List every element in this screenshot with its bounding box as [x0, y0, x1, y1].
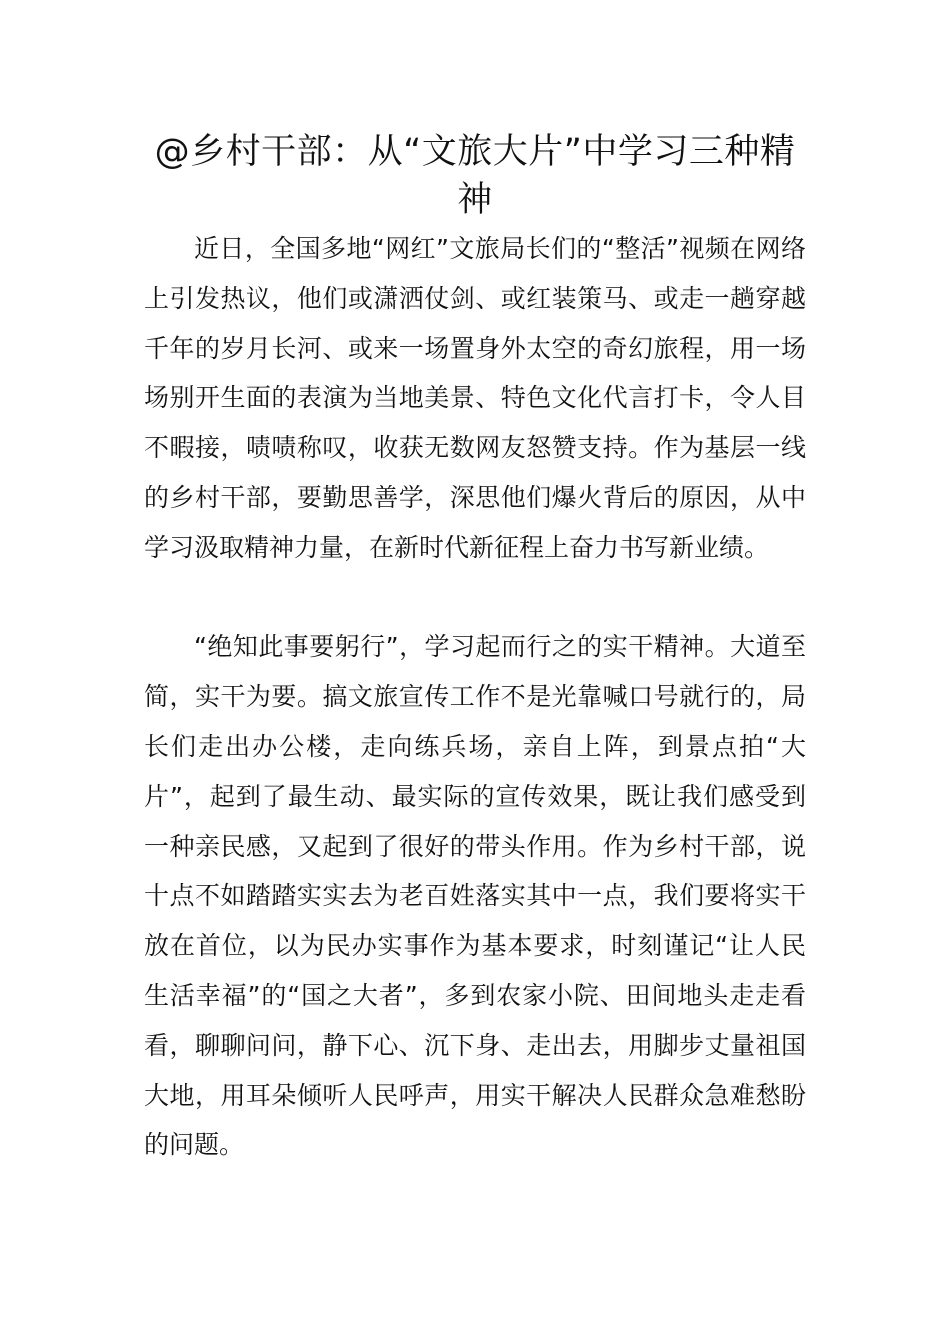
document-title: @乡村干部：从“文旅大片”中学习三种精神 — [154, 132, 796, 220]
paragraph-spacer — [144, 573, 806, 623]
document-page — [144, 128, 806, 1170]
paragraph-intro: 近日，全国多地“网红”文旅局长们的“整活”视频在网络上引发热议，他们或潇洒仗剑、或红装策马、或走一趟穿越千年的岁月长河、或来一场置身外太空的奇幻旅程，用一场场别开生面的表演为当地美景、特色文化代言打卡，令人目不暇接，啧啧称叹，收获无数网友怒赞支持。作为基层一线的乡村干部，要勤思善学，深思他们爆火背后的原因，从中学习汲取精神力量，在新时代新征程上奋力书写新业绩。 — [144, 234, 806, 562]
paragraph-practical-spirit: “绝知此事要躬行”，学习起而行之的实干精神。大道至简，实干为要。搞文旅宣传工作不是光靠喊口号就行的，局长们走出办公楼，走向练兵场，亲自上阵，到景点拍“大片”，起到了最生动、最实际的宣传效果，既让我们感受到一种亲民感，又起到了很好的带头作用。作为乡村干部，说十点不如踏踏实实去为老百姓落实其中一点，我们要将实干放在首位，以为民办实事作为基本要求，时刻谨记“让人民生活幸福”的“国之大者”，多到农家小院、田间地头走走看看，聊聊问问，静下心、沉下身、走出去，用脚步丈量祖国大地，用耳朵倾听人民呼声，用实干解决人民群众急难愁盼的问题。 — [144, 632, 806, 1160]
